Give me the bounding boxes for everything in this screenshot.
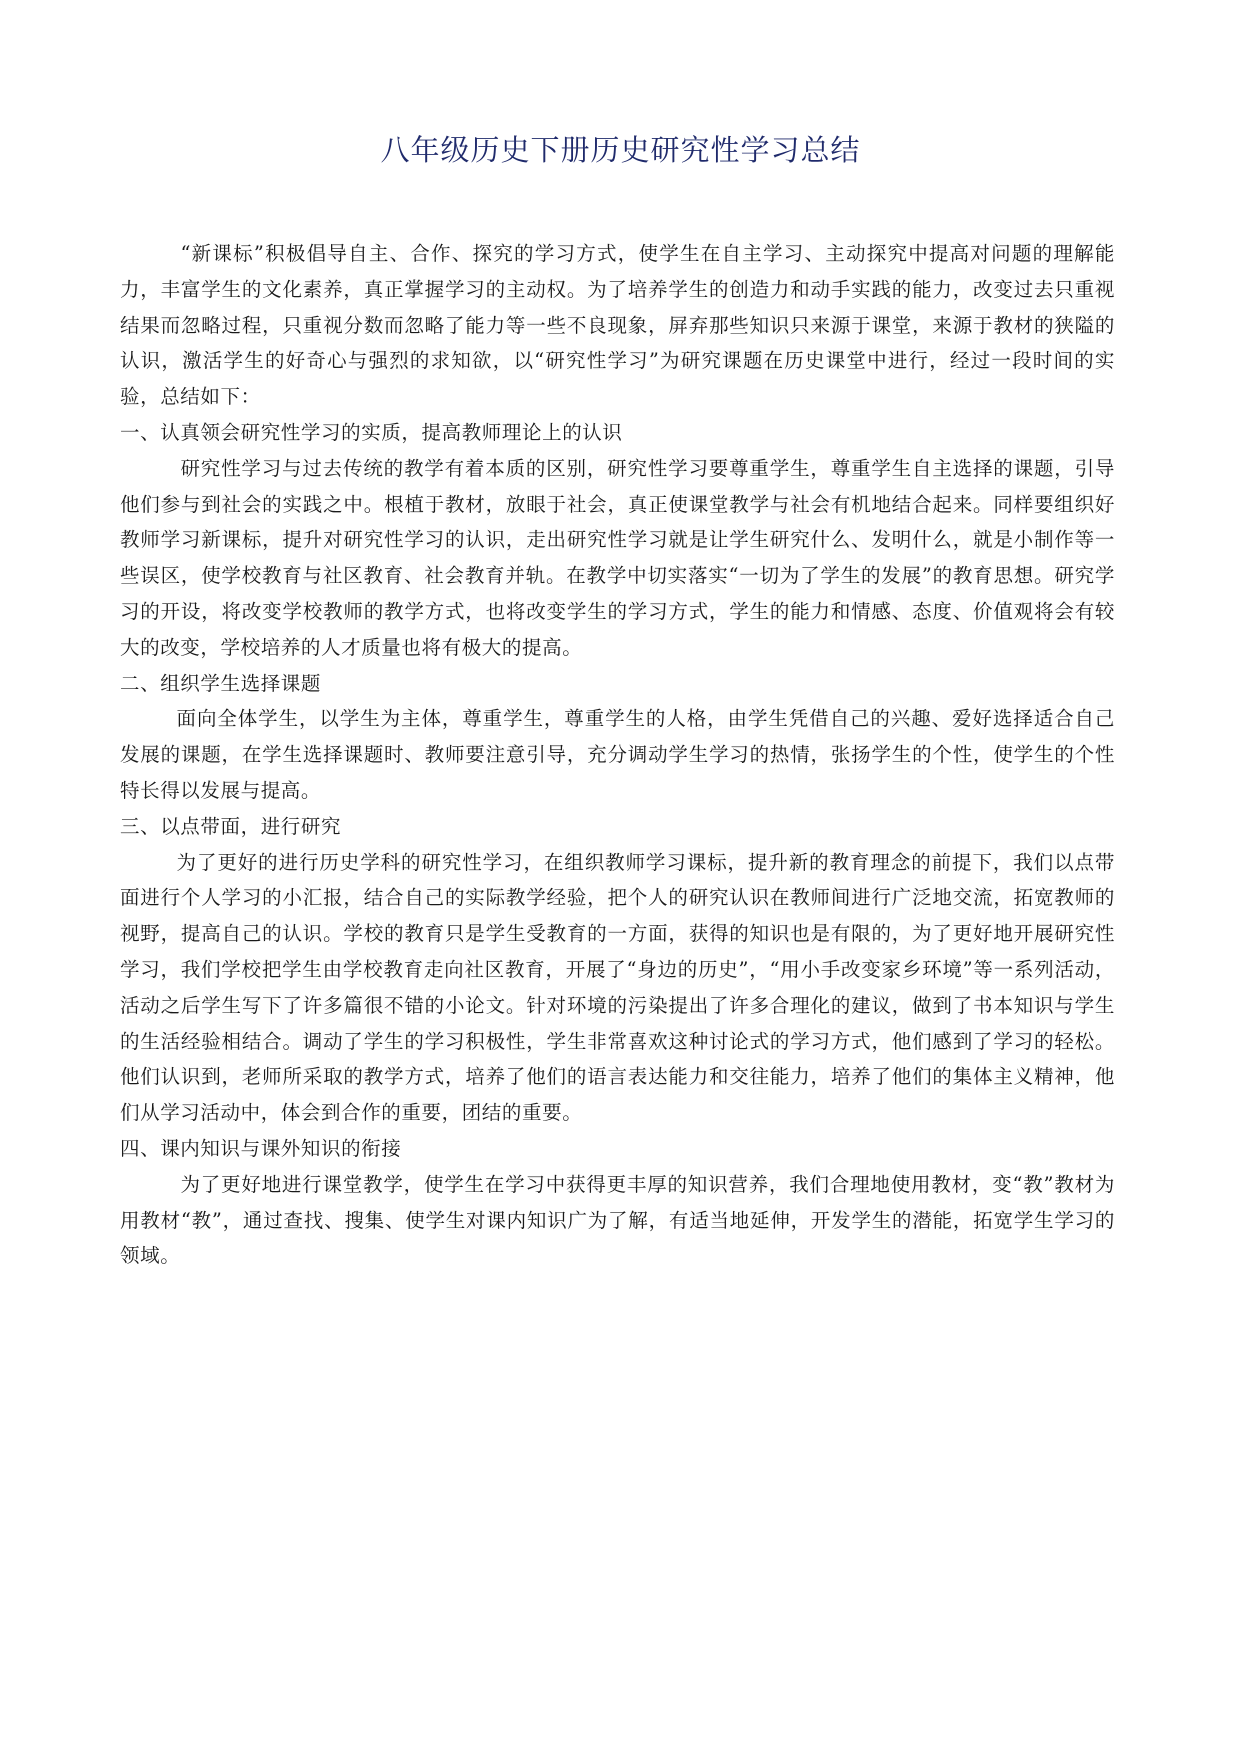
section-body-3: 为了更好的进行历史学科的研究性学习，在组织教师学习课标，提升新的教育理念的前提下，我们以点带面进行个人学习的小汇报，结合自己的实际教学经验，把个人的研究认识在教师间进行广泛地交流，拓宽教师的视野，提高自己的认识。学校的教育只是学生受教育的一方面，获得的知识也是有限的，为了更好地开展研究性学习，我们学校把学生由学校教育走向社区教育，开展了“身边的历史”，“用小手改变家乡环境”等一系列活动，活动之后学生写下了许多篇很不错的小论文。针对环境的污染提出了许多合理化的建议，做到了书本知识与学生的生活经验相结合。调动了学生的学习积极性，学生非常喜欢这种讨论式的学习方式，他们感到了学习的轻松。他们认识到，老师所采取的教学方式，培养了他们的语言表达能力和交往能力，培养了他们的集体主义精神，他们从学习活动中，体会到合作的重要，团结的重要。 [120, 850, 1115, 1125]
document-title: 八年级历史下册历史研究性学习总结 [380, 133, 861, 167]
section-heading-2: 二、组织学生选择课题 [120, 671, 322, 695]
section-heading-1: 一、认真领会研究性学习的实质，提高教师理论上的认识 [120, 420, 623, 444]
section-body-4: 为了更好地进行课堂教学，使学生在学习中获得更丰厚的知识营养，我们合理地使用教材，变“教”教材为用教材“教”，通过查找、搜集、使学生对课内知识广为了解，有适当地延伸，开发学生的潜能，拓宽学生学习的领域。 [120, 1172, 1115, 1268]
intro-paragraph: “新课标”积极倡导自主、合作、探究的学习方式，使学生在自主学习、主动探究中提高对问题的理解能力，丰富学生的文化素养，真正掌握学习的主动权。为了培养学生的创造力和动手实践的能力，改变过去只重视结果而忽略过程，只重视分数而忽略了能力等一些不良现象，屏弃那些知识只来源于课堂，来源于教材的狭隘的认识，激活学生的好奇心与强烈的求知欲，以“研究性学习”为研究课题在历史课堂中进行，经过一段时间的实验，总结如下： [120, 242, 1115, 409]
document-body [120, 236, 1115, 1274]
section-heading-4: 四、课内知识与课外知识的衔接 [120, 1136, 402, 1160]
section-body-2: 面向全体学生，以学生为主体，尊重学生，尊重学生的人格，由学生凭借自己的兴趣、爱好选择适合自己发展的课题，在学生选择课题时、教师要注意引导，充分调动学生学习的热情，张扬学生的个性，使学生的个性特长得以发展与提高。 [120, 707, 1115, 802]
section-heading-3: 三、以点带面，进行研究 [120, 814, 342, 838]
section-body-1: 研究性学习与过去传统的教学有着本质的区别，研究性学习要尊重学生，尊重学生自主选择的课题，引导他们参与到社会的实践之中。根植于教材，放眼于社会，真正使课堂教学与社会有机地结合起来。同样要组织好教师学习新课标，提升对研究性学习的认识，走出研究性学习就是让学生研究什么、发明什么，就是小制作等一些误区，使学校教育与社区教育、社会教育并轨。在教学中切实落实“一切为了学生的发展”的教育思想。研究学习的开设，将改变学校教师的教学方式，也将改变学生的学习方式，学生的能力和情感、态度、价值观将会有较大的改变，学校培养的人才质量也将有极大的提高。 [120, 456, 1115, 659]
